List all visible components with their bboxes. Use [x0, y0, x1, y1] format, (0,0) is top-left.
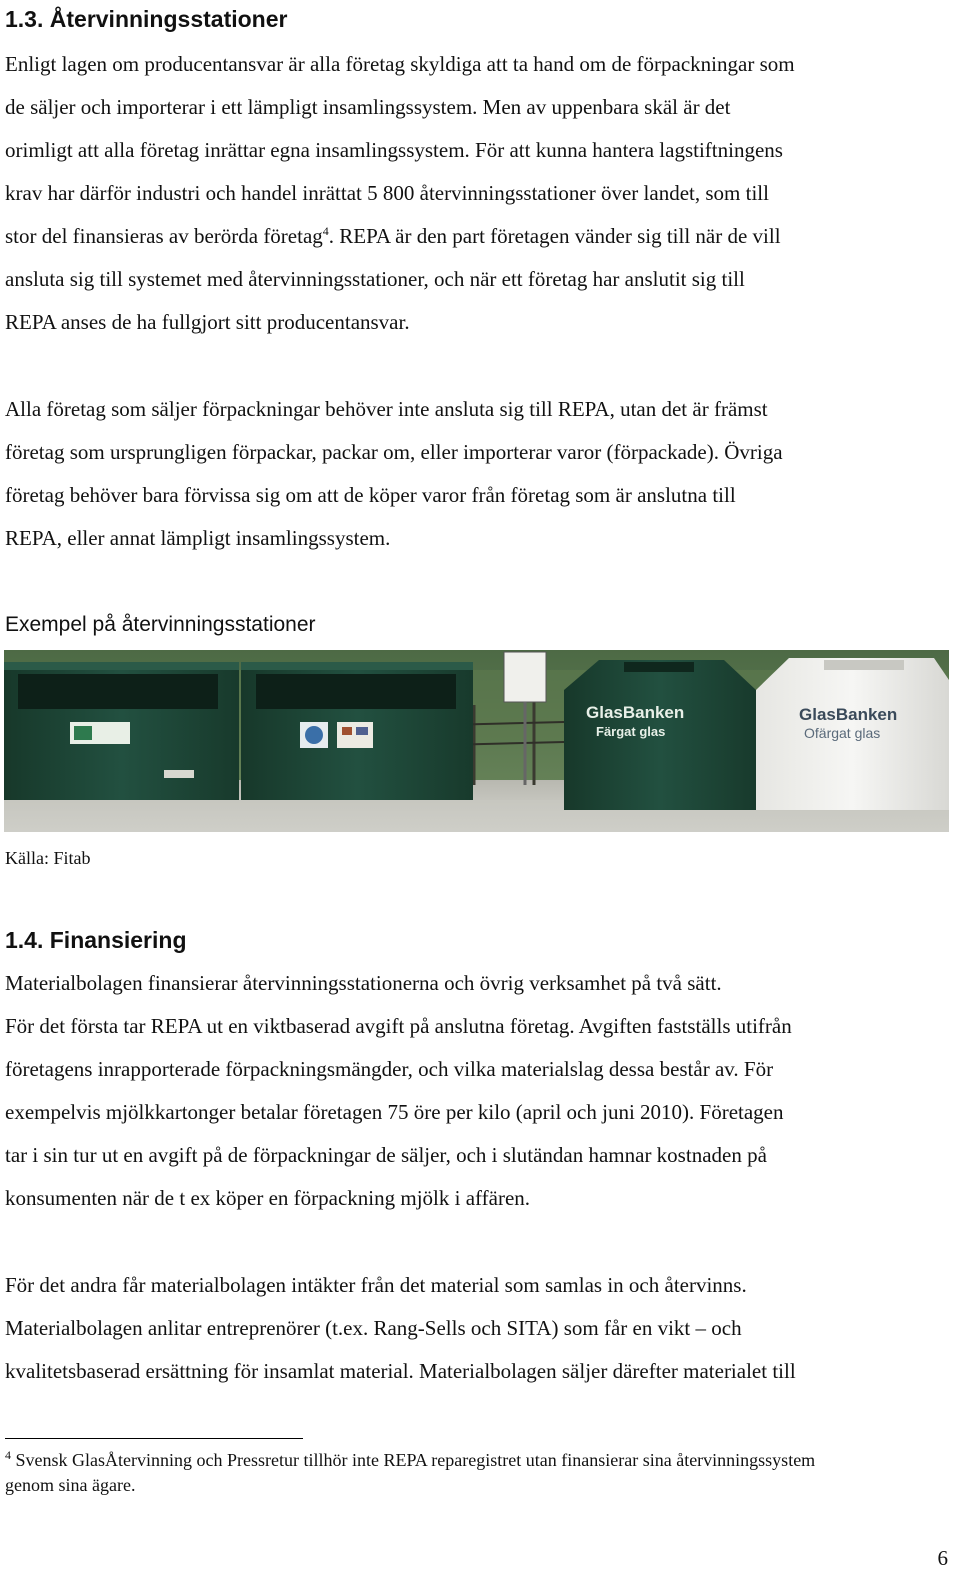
text-line: de säljer och importerar i ett lämpligt insamlingssystem. Men av uppenbara skäl är det [5, 95, 731, 119]
footnote-reference[interactable]: 4 [322, 224, 329, 238]
text-line [5, 224, 781, 249]
text-line: REPA, eller annat lämpligt insamlingssystem. [5, 526, 391, 550]
photo-caption: Källa: Fitab [5, 848, 91, 868]
footnote-divider [5, 1438, 303, 1439]
text-line: Enligt lagen om producentansvar är alla företag skyldiga att ta hand om de förpackningar som [5, 52, 795, 76]
text-line: tar i sin tur ut en avgift på de förpackningar de säljer, och i slutändan hamnar kostnaden på [5, 1143, 767, 1167]
text-line: företag som ursprungligen förpackar, packar om, eller importerar varor (förpackade). Övriga [5, 440, 783, 464]
text-line: Materialbolagen anlitar entreprenörer (t.ex. Rang-Sells och SITA) som får en vikt – och [5, 1316, 742, 1340]
glass-bank-colored-sublabel: Färgat glas [596, 724, 666, 739]
glass-bank-clear-label: GlasBanken [799, 705, 898, 724]
section-heading-1-3: 1.3. Återvinningsstationer [5, 6, 288, 32]
text-line: Alla företag som säljer förpackningar behöver inte ansluta sig till REPA, utan det är främst [5, 397, 768, 421]
green-container-1 [4, 662, 239, 800]
text-line: För det andra får materialbolagen intäkter från det material som samlas in och återvinns. [5, 1273, 747, 1297]
text-fragment: stor del finansieras av berörda företag [5, 224, 323, 248]
text-line: kvalitetsbaserad ersättning för insamlat material. Materialbolagen säljer därefter materialet till [5, 1359, 796, 1383]
glass-bank-clear-sublabel: Ofärgat glas [804, 725, 881, 741]
text-line: företag behöver bara förvissa sig om att de köper varor från företag som är anslutna till [5, 483, 736, 507]
footnote-mark: 4 [5, 1448, 11, 1462]
footnote-text: Svensk GlasÅtervinning och Pressretur tillhör inte REPA reparegistret utan finansierar sina återvinningssystem [11, 1450, 816, 1470]
footnote [5, 1450, 815, 1471]
green-container-2 [241, 662, 473, 800]
text-fragment: . REPA är den part företagen vänder sig till när de vill [328, 224, 781, 248]
glass-bank-clear [756, 658, 949, 810]
recycling-stations-photo [4, 650, 949, 832]
text-line: ansluta sig till systemet med återvinningsstationer, och när ett företag har anslutit sig till [5, 267, 745, 291]
text-line: krav har därför industri och handel inrättat 5 800 återvinningsstationer över landet, som till [5, 181, 769, 205]
text-line: orimligt att alla företag inrättar egna insamlingssystem. För att kunna hantera lagstiftningens [5, 138, 783, 162]
text-line: För det första tar REPA ut en viktbaserad avgift på anslutna företag. Avgiften fastställs utifrån [5, 1014, 792, 1038]
text-line: REPA anses de ha fullgjort sitt producentansvar. [5, 310, 410, 334]
figure-title: Exempel på återvinningsstationer [5, 613, 316, 636]
glass-bank-colored-label: GlasBanken [586, 703, 685, 722]
footnote-continuation: genom sina ägare. [5, 1475, 136, 1495]
section-heading-1-4: 1.4. Finansiering [5, 927, 187, 953]
glass-bank-colored [564, 660, 756, 810]
text-line: företagens inrapporterade förpackningsmängder, och vilka materialslag dessa består av. För [5, 1057, 774, 1081]
text-line: konsumenten när de t ex köper en förpackning mjölk i affären. [5, 1186, 531, 1210]
page-number: 6 [937, 1546, 948, 1570]
text-line: Materialbolagen finansierar återvinningsstationerna och övrig verksamhet på två sätt. [5, 971, 722, 995]
text-line: exempelvis mjölkkartonger betalar företagen 75 öre per kilo (april och juni 2010). Företagen [5, 1100, 784, 1124]
